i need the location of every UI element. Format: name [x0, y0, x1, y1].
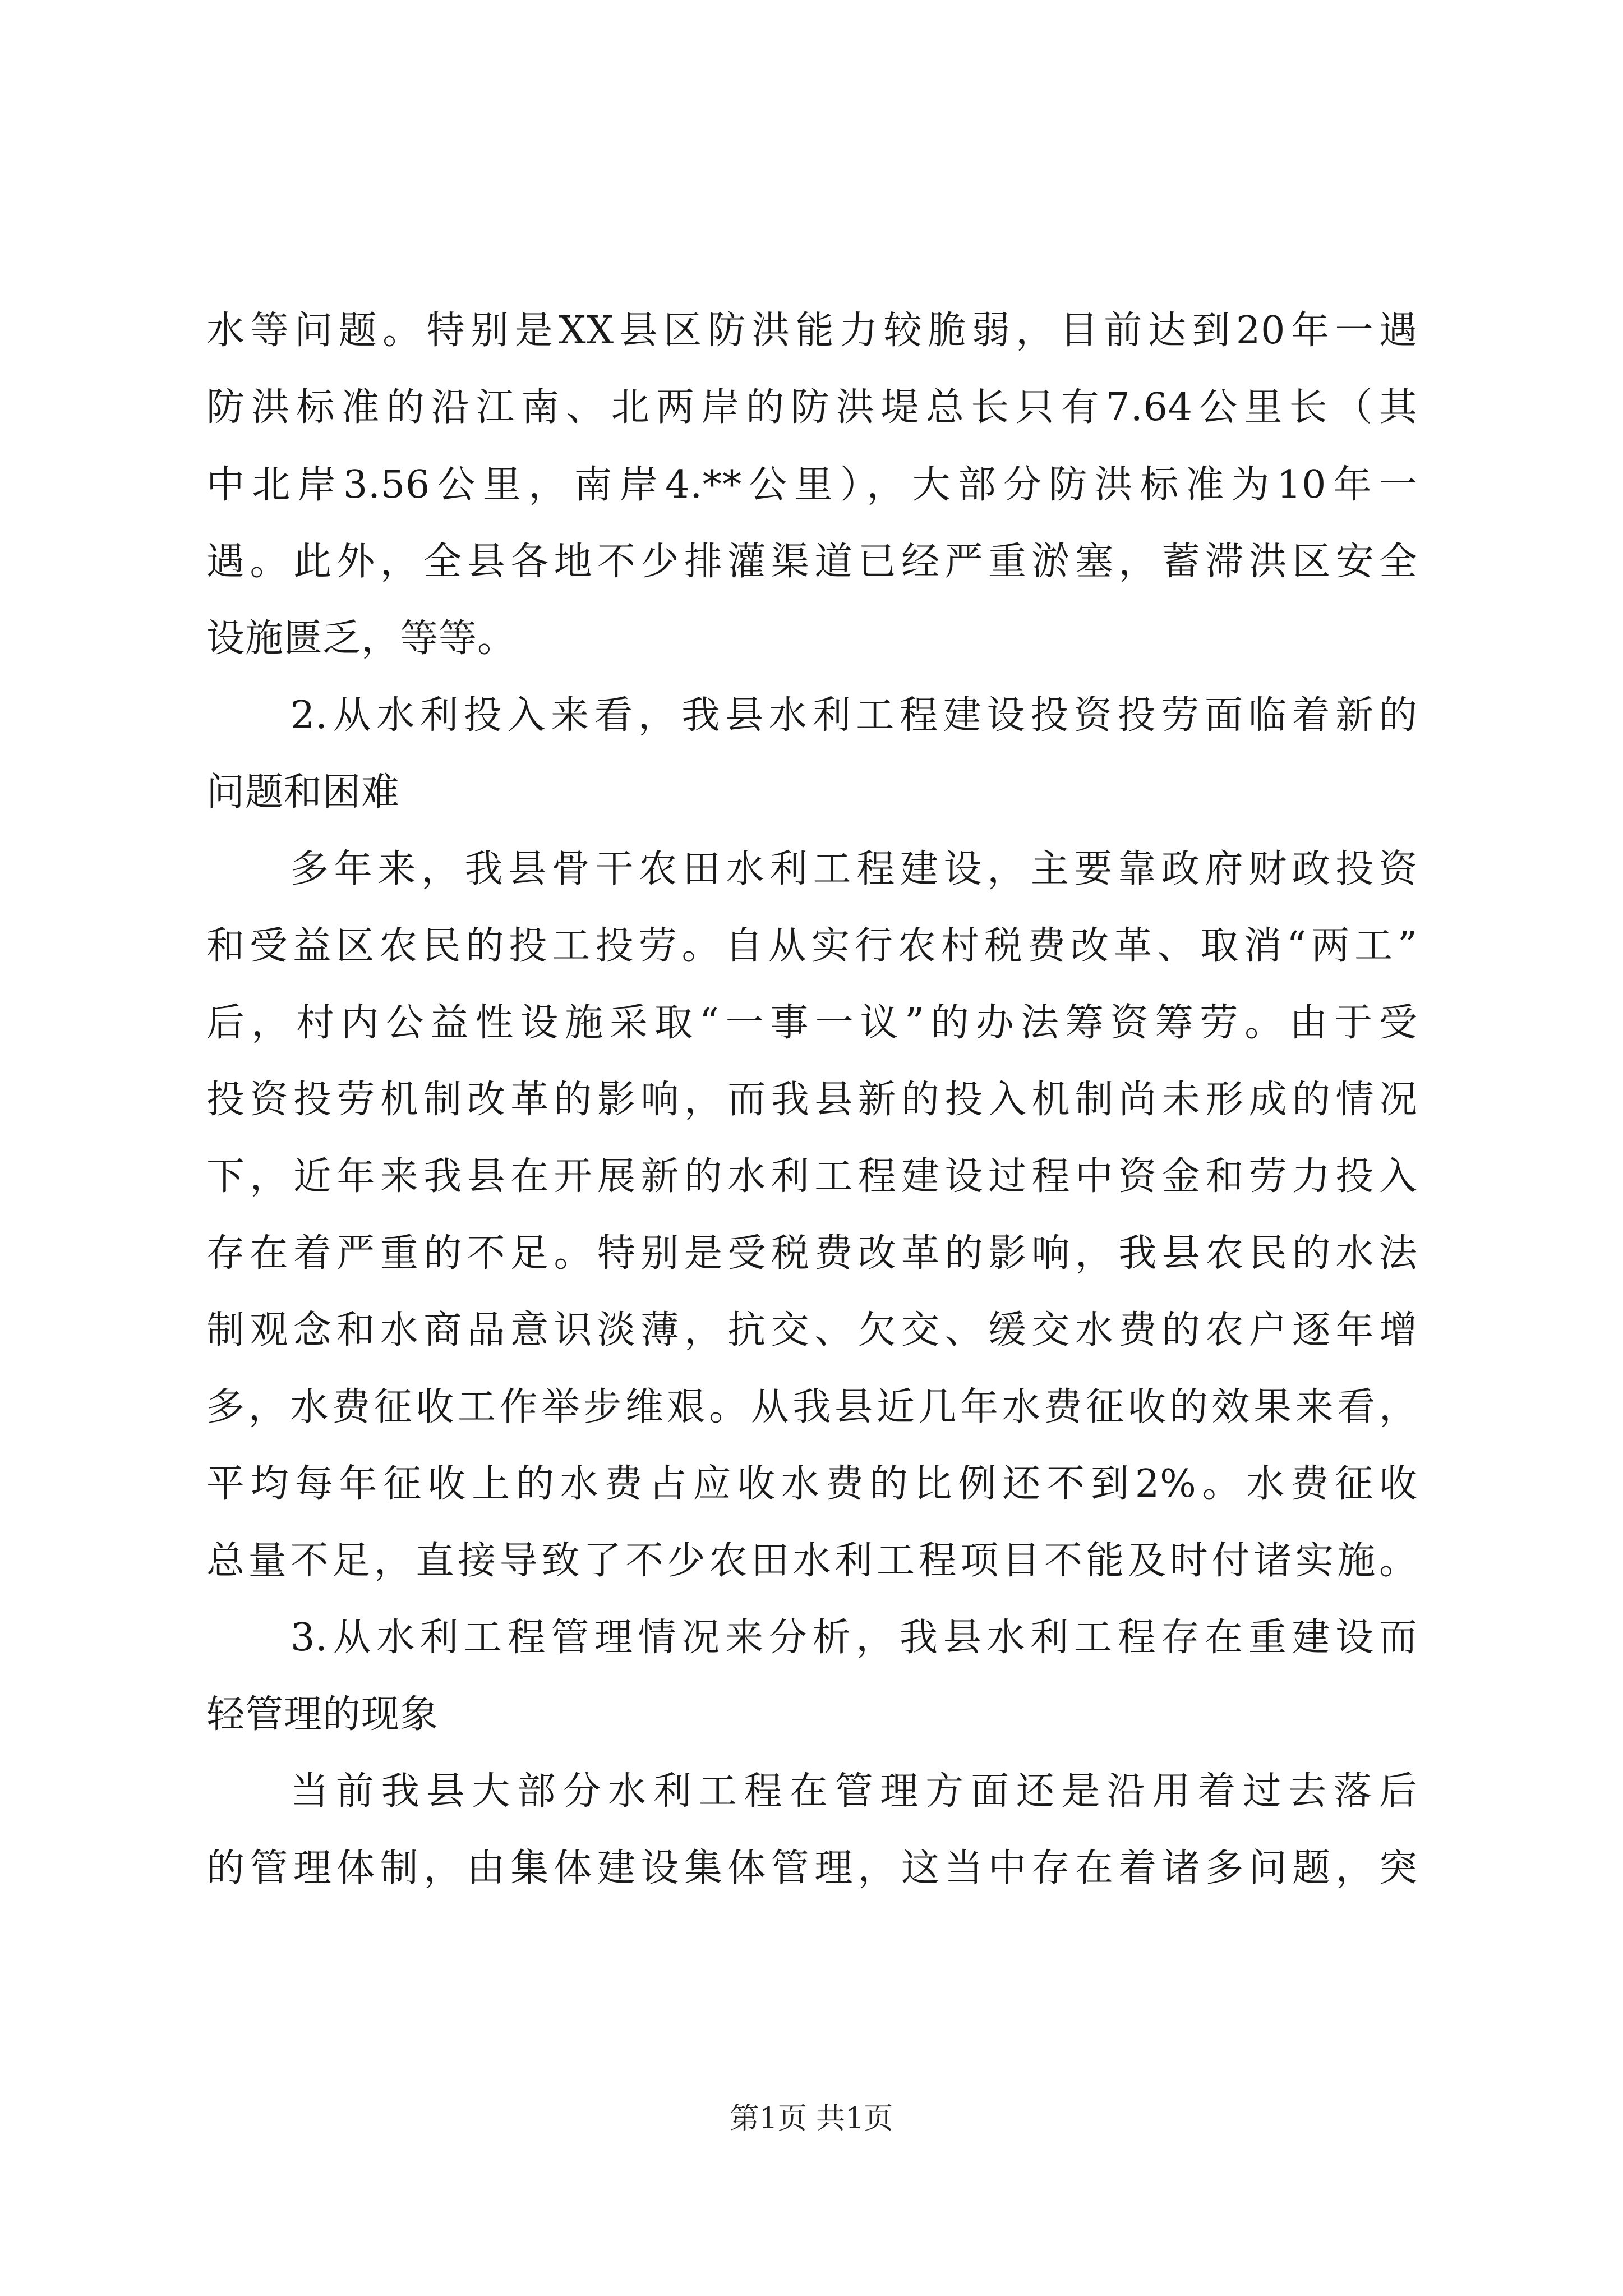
body-text-line: 中北岸3.56公里，南岸4.**公里），大部分防洪标准为10年一: [206, 463, 1418, 507]
section-heading-line: 轻管理的现象: [206, 1692, 439, 1737]
body-text-line: 多年来，我县骨干农田水利工程建设，主要靠政府财政投资: [291, 847, 1418, 891]
body-text-line: 下，近年来我县在开展新的水利工程建设过程中资金和劳力投入: [206, 1154, 1418, 1199]
body-text-line: 设施匮乏，等等。: [206, 616, 517, 661]
body-text-line: 投资投劳机制改革的影响，而我县新的投入机制尚未形成的情况: [206, 1078, 1418, 1122]
body-text-line: 的管理体制，由集体建设集体管理，这当中存在着诸多问题，突: [206, 1846, 1418, 1890]
page-number-footer: 第1页 共1页: [730, 2102, 893, 2136]
body-text-line: 存在着严重的不足。特别是受税费改革的影响，我县农民的水法: [206, 1231, 1418, 1276]
body-text-line: 平均每年征收上的水费占应收水费的比例还不到2%。水费征收: [206, 1462, 1418, 1506]
body-text-line: 水等问题。特别是XX县区防洪能力较脆弱，目前达到20年一遇: [206, 309, 1418, 353]
body-text-line: 遇。此外，全县各地不少排灌渠道已经严重淤塞，蓄滞洪区安全: [206, 540, 1418, 584]
body-text-line: 总量不足，直接导致了不少农田水利工程项目不能及时付诸实施。: [206, 1539, 1418, 1583]
section-heading-line: 3.从水利工程管理情况来分析，我县水利工程存在重建设而: [291, 1616, 1418, 1660]
body-text-line: 多，水费征收工作举步维艰。从我县近几年水费征收的效果来看，: [206, 1385, 1418, 1429]
body-text-line: 制观念和水商品意识淡薄，抗交、欠交、缓交水费的农户逐年增: [206, 1308, 1418, 1352]
body-text-line: 后，村内公益性设施采取“一事一议”的办法筹资筹劳。由于受: [206, 1001, 1418, 1045]
section-heading-line: 问题和困难: [206, 770, 400, 815]
section-heading-line: 2.从水利投入来看，我县水利工程建设投资投劳面临着新的: [291, 693, 1418, 738]
body-text-line: 和受益区农民的投工投劳。自从实行农村税费改革、取消“两工”: [206, 924, 1418, 968]
body-text-line: 当前我县大部分水利工程在管理方面还是沿用着过去落后: [291, 1769, 1418, 1814]
body-text-line: 防洪标准的沿江南、北两岸的防洪堤总长只有7.64公里长（其: [206, 385, 1418, 430]
